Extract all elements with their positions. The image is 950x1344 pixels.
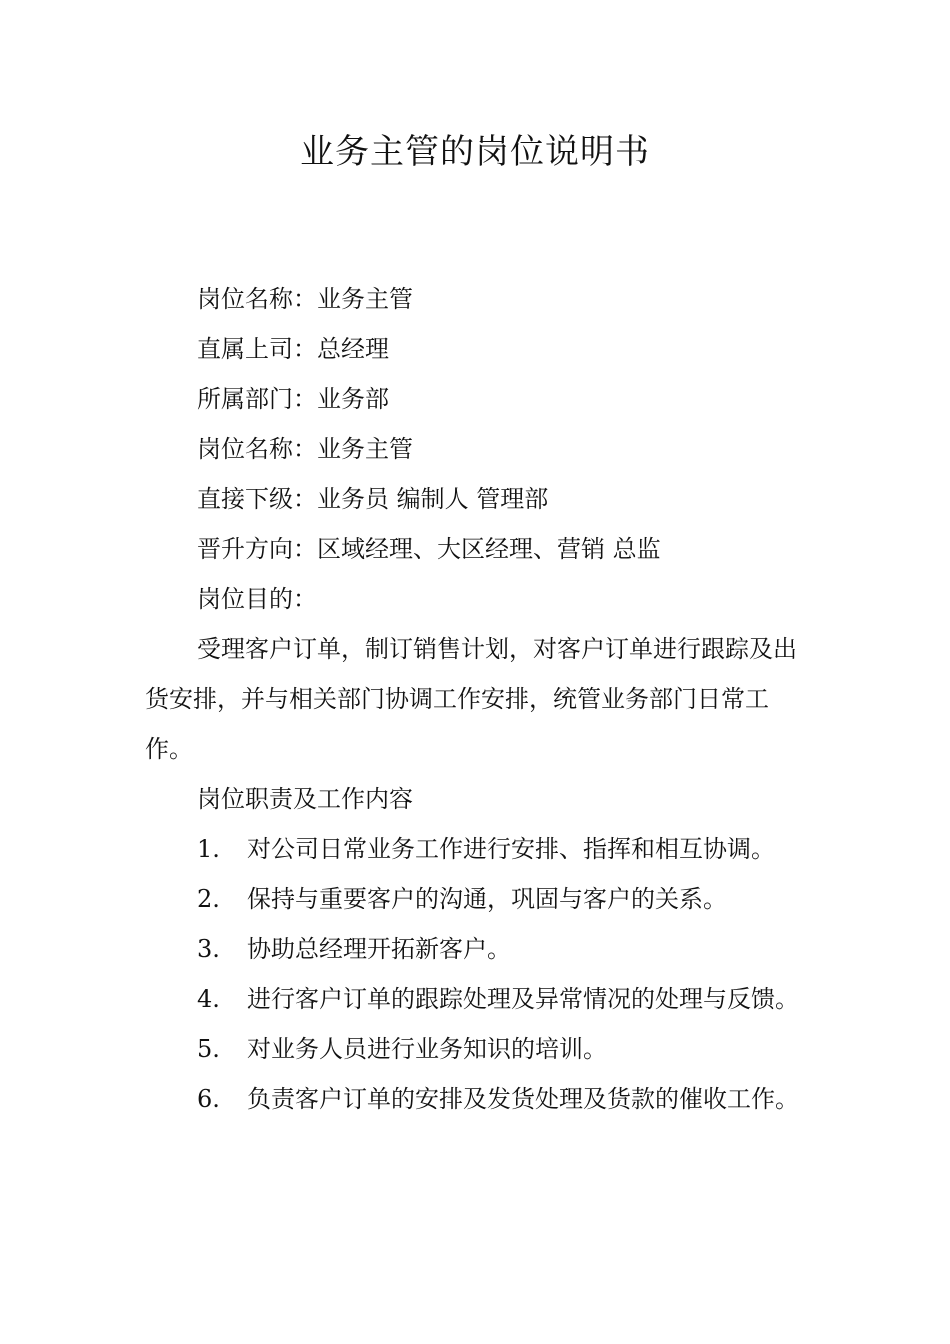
duty-number: 3. <box>197 935 220 963</box>
duty-number: 2. <box>197 885 220 913</box>
field-row <box>145 324 807 374</box>
duty-text: 对公司日常业务工作进行安排、指挥和相互协调。 <box>247 835 775 863</box>
duty-item <box>145 874 807 924</box>
field-label: 岗位名称： <box>197 285 317 313</box>
duty-text: 对业务人员进行业务知识的培训。 <box>247 1035 607 1063</box>
duty-number: 1. <box>197 835 220 863</box>
duty-number: 4. <box>197 985 220 1013</box>
duty-item <box>145 1024 807 1074</box>
document-body <box>145 274 807 1124</box>
field-value: 区域经理、大区经理、营销 总监 <box>317 535 661 563</box>
duty-number: 6. <box>197 1085 220 1113</box>
duty-text: 协助总经理开拓新客户。 <box>247 935 511 963</box>
field-row <box>145 524 807 574</box>
field-value: 总经理 <box>317 335 389 363</box>
field-row <box>145 274 807 324</box>
duty-item <box>145 924 807 974</box>
field-label: 晋升方向： <box>197 535 317 563</box>
duties-heading: 岗位职责及工作内容 <box>197 785 413 813</box>
duty-number: 5. <box>197 1035 220 1063</box>
field-label: 直属上司： <box>197 335 317 363</box>
duty-text: 保持与重要客户的沟通，巩固与客户的关系。 <box>247 885 727 913</box>
field-value: 业务主管 <box>317 285 413 313</box>
field-row <box>145 424 807 474</box>
duty-text: 负责客户订单的安排及发货处理及货款的催收工作。 <box>247 1085 799 1113</box>
duty-item <box>145 974 807 1024</box>
field-value: 业务员 编制人 管理部 <box>317 485 549 513</box>
field-row <box>145 474 807 524</box>
field-label: 直接下级： <box>197 485 317 513</box>
document-title: 业务主管的岗位说明书 <box>300 132 650 172</box>
field-label: 岗位名称： <box>197 435 317 463</box>
field-row <box>145 374 807 424</box>
purpose-text: 受理客户订单，制订销售计划，对客户订单进行跟踪及出货安排，并与相关部门协调工作安排，统管业务部门日常工作。 <box>145 635 797 763</box>
duty-item <box>145 824 807 874</box>
purpose-heading: 岗位目的： <box>197 585 317 613</box>
field-label: 所属部门： <box>197 385 317 413</box>
field-value: 业务部 <box>317 385 389 413</box>
duty-item <box>145 1074 807 1124</box>
duty-text: 进行客户订单的跟踪处理及异常情况的处理与反馈。 <box>247 985 799 1013</box>
field-value: 业务主管 <box>317 435 413 463</box>
